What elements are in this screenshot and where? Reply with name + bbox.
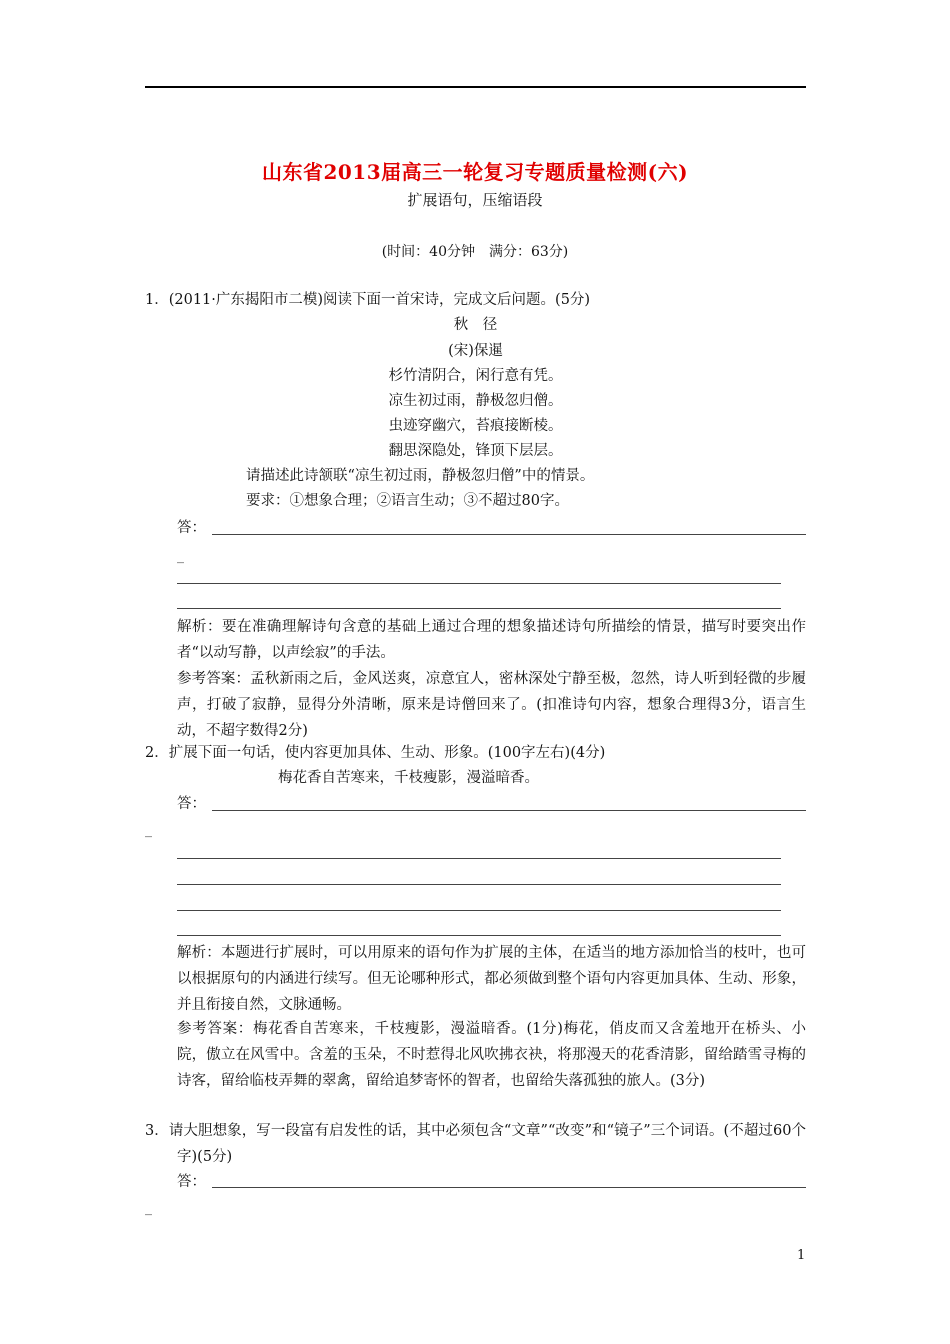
q2-reference-answer: 参考答案：梅花香自苦寒来，千枝瘦影，漫溢暗香。(1分)梅花，俏皮而又含羞地开在桥头、小院，傲立在风雪中。含羞的玉朵，不时惹得北风吹拂衣袂，将那漫天的花香清影，留给踏雪寻梅的诗客，留给临枝弄舞的翠禽，留给追梦寄怀的智者，也留给失落孤独的旅人。(3分) bbox=[177, 1021, 806, 1089]
q1-answer-label: 答： bbox=[177, 520, 206, 536]
answer-line[interactable] bbox=[177, 583, 781, 584]
poem-title: 秋 径 bbox=[453, 317, 498, 333]
q3-answer-label: 答： bbox=[177, 1174, 206, 1190]
q1-requirement: 要求：①想象合理；②语言生动；③不超过80字。 bbox=[246, 493, 569, 509]
poem-line: 杉竹清阴合，闲行意有凭。 bbox=[388, 368, 563, 384]
q1-stem: 1．(2011·广东揭阳市二模)阅读下面一首宋诗，完成文后问题。(5分) bbox=[145, 292, 591, 308]
poem-line: 翻思深隐处，锋顶下层层。 bbox=[388, 443, 563, 459]
document-subtitle: 扩展语句，压缩语段 bbox=[407, 191, 543, 209]
poem-line: 凉生初过雨，静极忽归僧。 bbox=[388, 393, 563, 409]
header-rule bbox=[145, 86, 806, 88]
q2-stem: 2．扩展下面一句话，使内容更加具体、生动、形象。(100字左右)(4分) bbox=[145, 745, 606, 761]
answer-line[interactable] bbox=[177, 608, 781, 609]
blank-marker: _ bbox=[145, 1200, 152, 1216]
blank-marker: _ bbox=[177, 548, 184, 564]
time-score-info: (时间：40分钟 满分：63分) bbox=[381, 244, 569, 260]
q1-analysis: 解析：要在准确理解诗句含意的基础上通过合理的想象描述诗句所描绘的情景，描写时要突出作者“以动写静，以声绘寂”的手法。 bbox=[177, 619, 806, 661]
answer-line[interactable] bbox=[212, 810, 806, 811]
document-title: 山东省2013届高三一轮复习专题质量检测(六) bbox=[261, 160, 689, 184]
answer-line[interactable] bbox=[177, 935, 781, 936]
answer-line[interactable] bbox=[177, 858, 781, 859]
q3-stem: 3．请大胆想象，写一段富有启发性的话，其中必须包含“文章”“改变”和“镜子”三个词语。(不超过60个字)(5分) bbox=[145, 1123, 806, 1165]
page-number: 1 bbox=[797, 1248, 806, 1263]
q2-sentence: 梅花香自苦寒来，千枝瘦影，漫溢暗香。 bbox=[278, 770, 539, 786]
poem-line: 虫迹穿幽穴，苔痕接断棱。 bbox=[388, 418, 563, 434]
answer-line[interactable] bbox=[212, 1187, 806, 1188]
answer-line[interactable] bbox=[177, 884, 781, 885]
q1-reference-answer: 参考答案：孟秋新雨之后，金风送爽，凉意宜人，密林深处宁静至极，忽然，诗人听到轻微的步履声，打破了寂静，显得分外清晰，原来是诗僧回来了。(扣准诗句内容，想象合理得3分，语言生动，不超字数得2分) bbox=[177, 671, 806, 739]
q2-analysis: 解析：本题进行扩展时，可以用原来的语句作为扩展的主体，在适当的地方添加恰当的枝叶，也可以根据原句的内涵进行续写。但无论哪种形式，都必须做到整个语句内容更加具体、生动、形象，并且衔接自然，文脉通畅。 bbox=[177, 945, 806, 1013]
q2-answer-label: 答： bbox=[177, 796, 206, 812]
answer-line[interactable] bbox=[177, 910, 781, 911]
blank-marker: _ bbox=[145, 822, 152, 838]
answer-line[interactable] bbox=[212, 534, 806, 535]
q1-prompt: 请描述此诗颔联“凉生初过雨，静极忽归僧”中的情景。 bbox=[246, 468, 595, 484]
poem-author: (宋)保暹 bbox=[448, 343, 503, 359]
